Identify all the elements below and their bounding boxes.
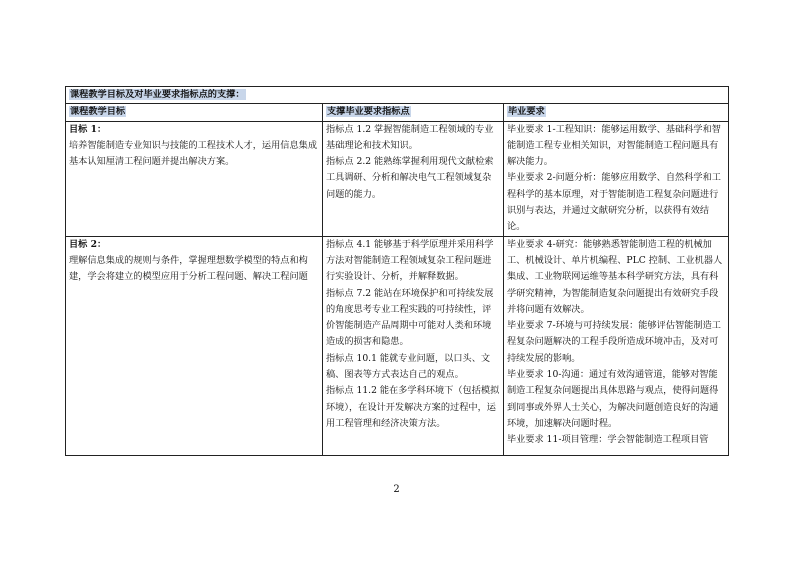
requirement-item: 毕业要求 11-项目管理：学会智能制造工程项目管 — [507, 434, 709, 446]
header-col3-text: 毕业要求 — [508, 106, 545, 118]
header-requirements — [504, 104, 729, 121]
requirement-cell — [504, 121, 729, 236]
table-caption-text: 课程教学目标及对毕业要求指标点的支撑： — [70, 89, 245, 100]
table-caption — [66, 87, 729, 104]
requirement-cell — [504, 236, 729, 455]
indicator-item: 指标点 4.1 能够基于科学原理并采用科学方法对智能制造工程领域复杂工程问题进行实验设计、分析，并解释数据。 — [326, 238, 494, 283]
indicator-item: 指标点 11.2 能在多学科环境下（包括模拟环境），在设计开发解决方案的过程中，运用工程管理和经济决策方法。 — [326, 385, 500, 429]
requirement-item: 毕业要求 10-沟通：通过有效沟通管道，能够对智能制造工程复杂问题提出具体思路与观点，使得问题得到同事或外界人士关心，为解决问题创造良好的沟通环境，加速解决问题时程。 — [507, 369, 719, 429]
goal-cell — [66, 121, 323, 236]
indicator-cell — [323, 236, 504, 455]
requirement-item: 毕业要求 4-研究：能够熟悉智能制造工程的机械加工、机械设计、单片机编程、PLC 控制、工业机器人集成、工业物联网运维等基本科学研究方法，具有科学研究精神，为智能制造复杂问题提出有效研究手段并将问题有效解决。 — [507, 238, 723, 315]
indicator-item: 指标点 2.2 能熟练掌握利用现代文献检索工具调研、分析和解决电气工程领域复杂问题的能力。 — [326, 156, 494, 200]
goal-title: 目标 2： — [69, 238, 107, 250]
goal-cell — [66, 236, 323, 455]
indicator-cell — [323, 121, 504, 236]
indicator-item: 指标点 10.1 能就专业问题，以口头、文稿、图表等方式表达自己的观点。 — [326, 352, 491, 381]
table-row — [66, 236, 729, 455]
requirement-item: 毕业要求 7-环境与可持续发展：能够评估智能制造工程复杂问题解决的工程手段所造成环境冲击，及对可持续发展的影响。 — [507, 320, 721, 364]
header-course-objectives — [66, 104, 323, 121]
requirement-item: 毕业要求 2-问题分析：能够应用数学、自然科学和工程科学的基本原理，对于智能制造工程复杂问题进行识别与表达，并通过文献研究分析，以获得有效结论。 — [507, 172, 721, 233]
header-indicators — [323, 104, 504, 121]
requirement-item: 毕业要求 1-工程知识：能够运用数学、基础科学和智能制造工程专业相关知识，对智能制造工程问题具有解决能力。 — [507, 123, 721, 168]
table-caption-row — [66, 87, 729, 104]
objectives-table — [65, 86, 729, 456]
indicator-item: 指标点 7.2 能站在环境保护和可持续发展的角度思考专业工程实践的可持续性，评价智能制造产品周期中可能对人类和环境造成的损害和隐患。 — [326, 287, 494, 348]
table-row — [66, 121, 729, 236]
header-col1-text: 课程教学目标 — [70, 106, 126, 118]
header-col2-text: 支撑毕业要求指标点 — [327, 106, 410, 118]
indicator-item: 指标点 1.2 掌握智能制造工程领域的专业基础理论和技术知识。 — [326, 123, 494, 151]
table-header-row — [66, 104, 729, 121]
goal-text: 培养智能制造专业知识与技能的工程技术人才，运用信息集成基本认知厘清工程问题并提出解决方案。 — [69, 139, 318, 168]
goal-title: 目标 1： — [69, 123, 107, 135]
page-number: 2 — [393, 484, 400, 495]
goal-text: 理解信息集成的规则与条件，掌握理想数学模型的特点和构建，学会将建立的模型应用于分析工程问题、解决工程问题 — [69, 254, 308, 283]
